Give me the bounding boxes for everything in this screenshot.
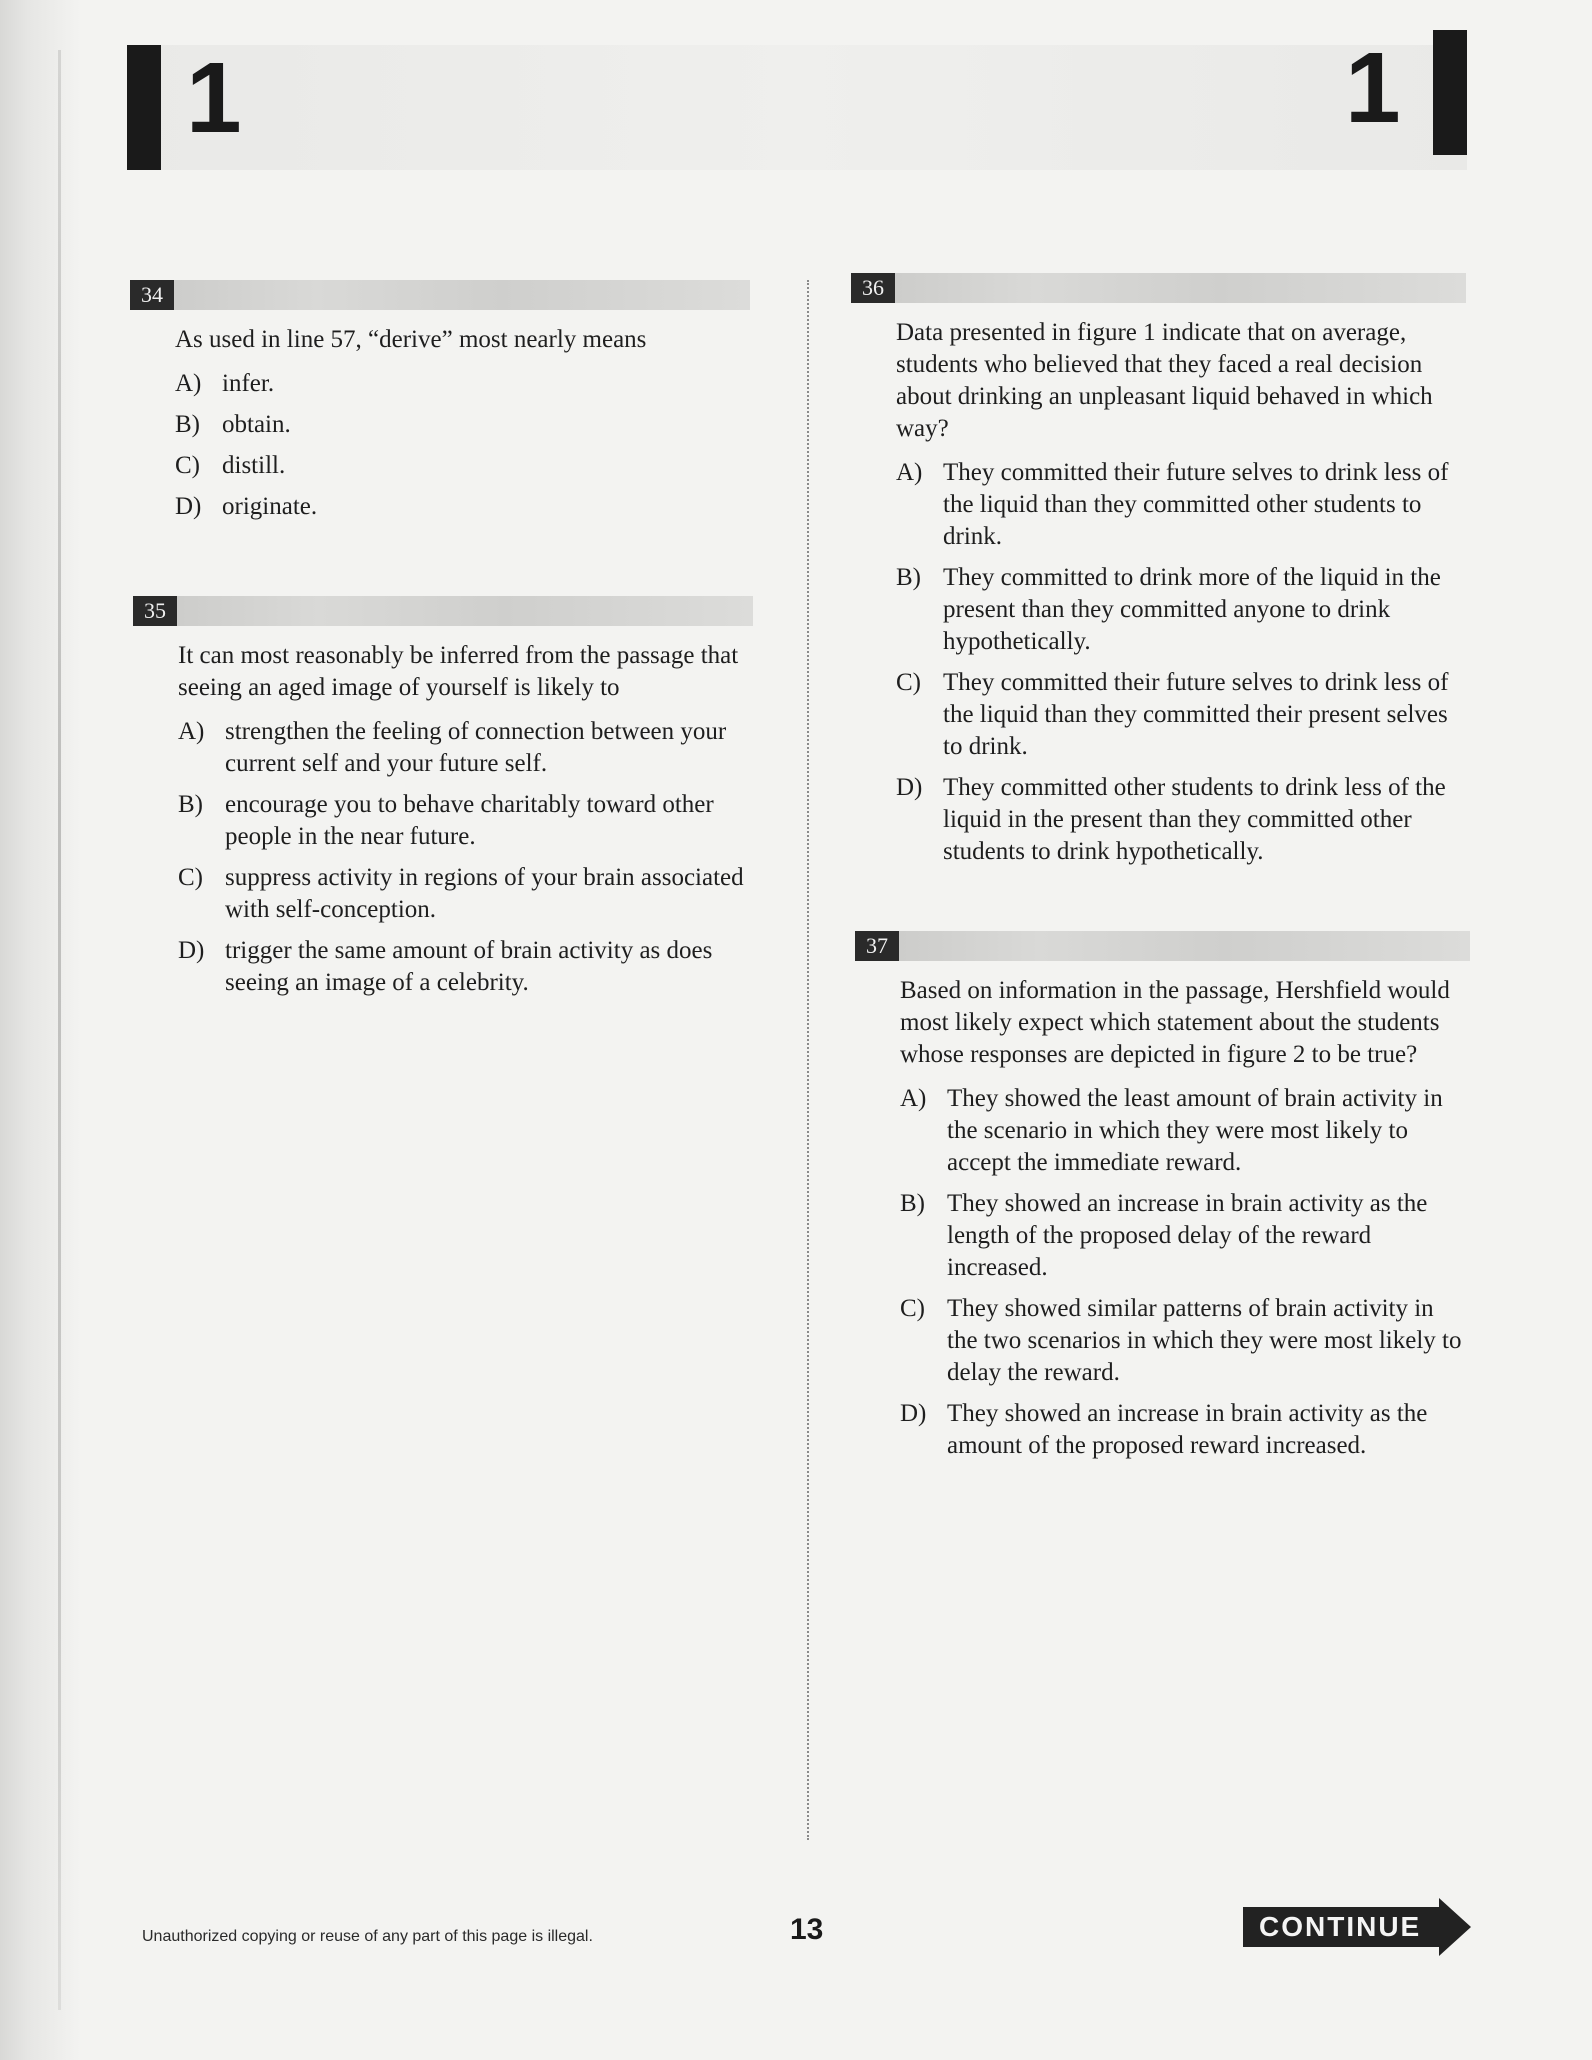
choice-text: suppress activity in regions of your brain associated with self-conception. — [225, 864, 744, 923]
choice-text: obtain. — [222, 411, 291, 438]
answer-choice-c[interactable] — [175, 450, 750, 482]
choice-letter: C) — [900, 1295, 925, 1322]
column-divider — [807, 280, 809, 1840]
answer-choice-b[interactable] — [175, 409, 750, 441]
choice-letter: D) — [175, 493, 202, 520]
answer-choice-d[interactable] — [178, 935, 753, 999]
choice-text: distill. — [222, 452, 286, 479]
answer-choice-d[interactable] — [175, 491, 750, 523]
question-number: 34 — [130, 280, 174, 310]
answer-choices — [178, 716, 753, 999]
answer-choices — [900, 1083, 1470, 1462]
choice-letter: C) — [175, 452, 200, 479]
section-number-right: 1 — [1345, 32, 1401, 144]
answer-choice-c[interactable] — [900, 1293, 1470, 1389]
scan-binding-line — [58, 50, 61, 2010]
scan-edge-shadow — [0, 0, 80, 2060]
choice-letter: B) — [896, 564, 921, 591]
question-stem: Based on information in the passage, Hershfield would most likely expect which statement about the students whose responses are depicted in figure 2 to be true? — [900, 977, 1450, 1068]
question-number: 36 — [851, 273, 895, 303]
question-35 — [133, 596, 753, 1008]
arrow-right-icon — [1439, 1898, 1471, 1956]
section-marker-left — [127, 45, 161, 170]
page-number: 13 — [790, 1913, 824, 1946]
choice-letter: B) — [178, 791, 203, 818]
answer-choice-a[interactable] — [900, 1083, 1470, 1179]
question-36 — [851, 273, 1466, 877]
answer-choice-a[interactable] — [175, 368, 750, 400]
choice-text: They committed other students to drink less of the liquid in the present than they committed other students to drink hypothetically. — [943, 774, 1446, 865]
answer-choice-d[interactable] — [896, 772, 1466, 868]
answer-choice-b[interactable] — [900, 1188, 1470, 1284]
choice-letter: D) — [896, 774, 923, 801]
question-stem: Data presented in figure 1 indicate that on average, students who believed that they faced a real decision about drinking an unpleasant liquid behaved in which way? — [896, 319, 1433, 442]
question-header — [855, 931, 1470, 961]
choice-letter: B) — [175, 411, 200, 438]
question-37 — [855, 931, 1470, 1471]
section-marker-right — [1433, 30, 1467, 155]
choice-text: strengthen the feeling of connection between your current self and your future self. — [225, 718, 727, 777]
answer-choice-c[interactable] — [178, 862, 753, 926]
choice-letter: C) — [178, 864, 203, 891]
answer-choice-d[interactable] — [900, 1398, 1470, 1462]
choice-text: They committed their future selves to drink less of the liquid than they committed their present selves to drink. — [943, 669, 1449, 760]
answer-choice-b[interactable] — [896, 562, 1466, 658]
question-header — [851, 273, 1466, 303]
choice-text: They showed similar patterns of brain activity in the two scenarios in which they were most likely to delay the reward. — [947, 1295, 1462, 1386]
answer-choice-a[interactable] — [896, 457, 1466, 553]
choice-text: They committed to drink more of the liquid in the present than they committed anyone to drink hypothetically. — [943, 564, 1441, 655]
question-stem: As used in line 57, “derive” most nearly means — [175, 326, 647, 353]
choice-letter: A) — [900, 1085, 927, 1112]
choice-text: originate. — [222, 493, 318, 520]
question-header — [130, 280, 750, 310]
choice-letter: D) — [900, 1400, 927, 1427]
choice-letter: A) — [178, 718, 205, 745]
answer-choices — [896, 457, 1466, 868]
continue-button[interactable] — [1243, 1898, 1473, 1956]
choice-text: trigger the same amount of brain activity as does seeing an image of a celebrity. — [225, 937, 713, 996]
answer-choice-c[interactable] — [896, 667, 1466, 763]
question-stem: It can most reasonably be inferred from the passage that seeing an aged image of yourself is likely to — [178, 642, 739, 701]
question-number: 37 — [855, 931, 899, 961]
question-header — [133, 596, 753, 626]
copyright-notice: Unauthorized copying or reuse of any part of this page is illegal. — [142, 1928, 593, 1945]
question-number: 35 — [133, 596, 177, 626]
answer-choice-b[interactable] — [178, 789, 753, 853]
choice-letter: A) — [896, 459, 923, 486]
choice-letter: D) — [178, 937, 205, 964]
section-header-band — [127, 42, 1467, 170]
question-34 — [130, 280, 750, 532]
continue-label: CONTINUE — [1259, 1911, 1422, 1942]
choice-text: infer. — [222, 370, 275, 397]
choice-text: They showed the least amount of brain activity in the scenario in which they were most likely to accept the immediate reward. — [947, 1085, 1443, 1176]
answer-choice-a[interactable] — [178, 716, 753, 780]
choice-text: They committed their future selves to drink less of the liquid than they committed other students to drink. — [943, 459, 1449, 550]
answer-choices — [175, 368, 750, 523]
section-number-left: 1 — [186, 42, 242, 154]
choice-text: encourage you to behave charitably toward other people in the near future. — [225, 791, 714, 850]
choice-text: They showed an increase in brain activity as the amount of the proposed reward increased. — [947, 1400, 1428, 1459]
choice-letter: B) — [900, 1190, 925, 1217]
choice-text: They showed an increase in brain activity as the length of the proposed delay of the reward increased. — [947, 1190, 1428, 1281]
choice-letter: A) — [175, 370, 202, 397]
choice-letter: C) — [896, 669, 921, 696]
